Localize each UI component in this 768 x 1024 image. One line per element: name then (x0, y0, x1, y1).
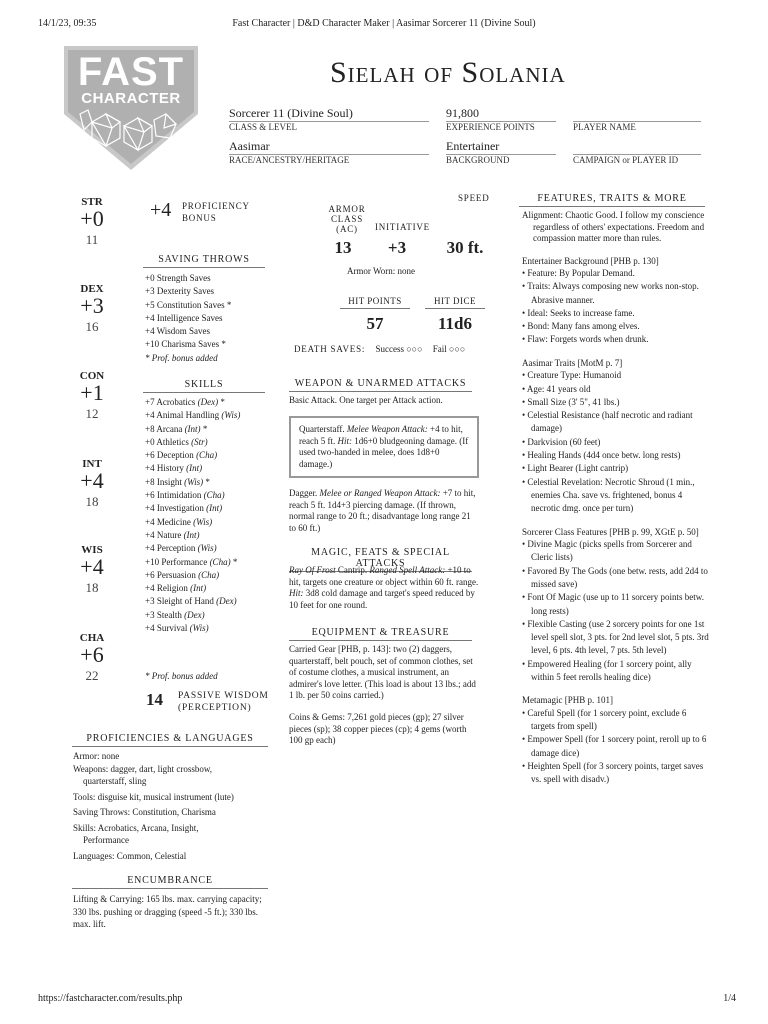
prof-tools: Tools: disguise kit, musical instrument (lute) (73, 791, 234, 802)
character-name: Sielah of Solania (330, 56, 566, 89)
player-name-label: PLAYER NAME (573, 122, 636, 132)
ability-modifier: +6 (80, 642, 104, 667)
dagger-type: Melee or Ranged Weapon Attack: (319, 488, 441, 498)
ray-text: +10 to hit, targets one creature or object within 60 ft. range. (289, 565, 479, 587)
skill-ability: (Cha) (196, 450, 218, 461)
skill-item (145, 409, 240, 422)
dagger-name: Dagger. (289, 488, 320, 498)
race-trait-item: • Light Bearer (Light cantrip) (522, 463, 629, 474)
ability-score: 16 (85, 319, 99, 334)
prof-weapons: Weapons: dagger, dart, light crossbow, (73, 763, 213, 774)
carried-gear: Carried Gear [PHB, p. 143]: two (2) daggers, quarterstaff, belt pouch, set of common clothes, set of costume clothes, a musical instrument, an admirer's love letter. (This load is about 13 lbs.; add 1 lb. per 50 coins carried.) (289, 644, 476, 700)
quarterstaff-rest: 1d6+0 bludgeoning damage. (If used two-handed in melee, does 1d8+0 damage.) (299, 435, 469, 469)
magic-title: MAGIC, FEATS & SPECIAL ATTACKS (289, 547, 472, 572)
class-features-title: Sorcerer Class Features [PHB p. 99, XGtE p. 50] (522, 526, 699, 537)
speed-label: SPEED (458, 193, 490, 203)
skill-ability: (Dex) (216, 596, 237, 607)
basic-attack: Basic Attack. One target per Attack action. (289, 395, 443, 405)
quarterstaff-hit: Hit: (337, 435, 352, 446)
skills-note: * Prof. bonus added (145, 671, 218, 681)
ability-score: 12 (85, 406, 99, 421)
logo-text-fast: FAST (77, 50, 185, 94)
quarterstaff-attack (289, 416, 479, 478)
ability-score: 22 (85, 668, 99, 683)
saving-throws-list (145, 272, 231, 365)
skill-item (145, 529, 240, 542)
proficiency-label-line2: BONUS (182, 213, 217, 223)
skill-name: +3 Sleight of Hand (145, 596, 217, 607)
skill-ability: (Int) (186, 463, 203, 474)
player-name-value (573, 106, 701, 122)
coins-gems: Coins & Gems: 7,261 gold pieces (gp); 27 silver pieces (sp); 38 copper pieces (cp); 4 gems (worth 100 gp each) (289, 712, 467, 745)
skill-ability: (Int) (206, 503, 223, 514)
ability-wis (72, 544, 112, 596)
xp-label: EXPERIENCE POINTS (446, 122, 535, 132)
passive-wisdom-value: 14 (146, 690, 163, 709)
skill-ability: (Str) (191, 436, 208, 447)
prof-weapons-cont: quarterstaff, sling (83, 776, 147, 786)
skill-name: +4 Nature (145, 529, 184, 540)
saving-throw-item: +10 Charisma Saves * (145, 339, 226, 350)
passive-wisdom-label (178, 690, 269, 714)
ray-of-frost (289, 565, 479, 611)
skill-name: +6 Persuasion (145, 569, 199, 580)
encumbrance-title: ENCUMBRANCE (72, 875, 268, 889)
saving-throws-title: SAVING THROWS (143, 254, 265, 268)
class-feature-item: • Flexible Casting (use 2 sorcery points for one 1st level spell slot, 3 pts. for 2nd level slot, 5 pts. 3rd level, 6 pts. 4th level, 7 pts. 5th level) (522, 618, 709, 656)
campaign-label: CAMPAIGN or PLAYER ID (573, 155, 679, 165)
metamagic-item: • Careful Spell (for 1 sorcery point, exclude 6 targets from spell) (522, 707, 687, 732)
race-label: RACE/ANCESTRY/HERITAGE (229, 155, 350, 165)
skill-name: +3 Stealth (145, 609, 185, 620)
skill-ability: (Wis) (184, 476, 204, 487)
skill-prof-marker: * (200, 423, 208, 434)
background-item: • Traits: Always composing new works non-stop. Abrasive manner. (522, 281, 699, 305)
fast-character-logo (62, 44, 200, 172)
proficiency-bonus-label (182, 200, 250, 224)
race-trait-item: • Small Size (3' 5", 41 lbs.) (522, 396, 620, 407)
race-traits-list (522, 369, 712, 515)
skill-item (145, 449, 240, 462)
ability-score: 18 (85, 494, 99, 509)
dagger-attack (289, 488, 479, 534)
skill-name: +8 Insight (145, 476, 185, 487)
skill-item (145, 542, 240, 555)
ability-modifier: +0 (80, 206, 104, 231)
alignment: Alignment: Chaotic Good. I follow my conscience regardless of others' expectations. Freedom and compassion matter more than rules. (522, 210, 705, 243)
armor-class-label-sub: (AC) (336, 224, 358, 234)
armor-class-value: 13 (334, 238, 352, 257)
background-item: • Flaw: Forgets words when drunk. (522, 334, 649, 345)
skill-item (145, 595, 240, 608)
ability-name: WIS (81, 544, 103, 556)
skill-item (145, 502, 240, 515)
skill-item (145, 476, 240, 489)
skill-name: +4 Investigation (145, 503, 207, 514)
quarterstaff-text: +4 to hit, reach 5 ft. (299, 424, 463, 446)
equipment-title: EQUIPMENT & TREASURE (289, 627, 472, 641)
proficiency-label-line1: PROFICIENCY (182, 201, 250, 211)
print-page-number: 1/4 (723, 993, 736, 1004)
skill-ability: (Wis) (193, 516, 213, 527)
skill-prof-marker: * (203, 476, 210, 487)
death-saves (294, 344, 465, 354)
metamagic-list (522, 707, 712, 787)
armor-class-label (326, 204, 368, 234)
skill-item (145, 396, 240, 409)
race-trait-item: • Age: 41 years old (522, 383, 591, 394)
skill-ability: (Wis) (189, 623, 209, 634)
hit-dice-label: HIT DICE (425, 296, 485, 309)
ability-name: INT (82, 458, 102, 470)
skill-ability: (Dex) (184, 609, 205, 620)
proficiency-bonus-value: +4 (150, 199, 172, 221)
race-trait-item: • Celestial Revelation: Necrotic Shroud (1 min., enemies Cha. save vs. frightened, bonus 4 necrotic dmg. once per turn) (522, 476, 695, 514)
skill-name: +10 Performance (145, 556, 210, 567)
skill-ability: (Int) (183, 529, 200, 540)
passive-label-line2: (PERCEPTION) (178, 703, 252, 713)
ability-modifier: +1 (80, 380, 104, 405)
ability-modifier: +4 (80, 468, 104, 493)
ability-modifier: +3 (80, 293, 104, 318)
ability-str (72, 196, 112, 248)
skill-ability: (Wis) (197, 543, 217, 554)
ability-con (72, 370, 112, 422)
skill-name: +4 Animal Handling (145, 410, 222, 421)
dagger-text: +7 to hit, reach 5 ft. 1d4+3 piercing damage. (If thrown, normal range to 20 ft.; disadvantage long range 21 to 60 ft.) (289, 488, 476, 533)
race-trait-item: • Healing Hands (4d4 once betw. long rests) (522, 450, 681, 461)
ability-dex (72, 283, 112, 335)
class-features-list (522, 538, 712, 684)
ability-name: DEX (80, 283, 104, 295)
skill-item (145, 516, 240, 529)
class-feature-item: • Empowered Healing (for 1 sorcery point, ally within 5 feet rerolls healing dice) (522, 658, 692, 683)
death-saves-fail: Fail ○○○ (432, 344, 466, 354)
background-value: Entertainer (446, 139, 556, 155)
prof-saves: Saving Throws: Constitution, Charisma (73, 807, 216, 817)
skill-name: +0 Athletics (145, 436, 192, 447)
skill-name: +4 Survival (145, 623, 190, 634)
print-page-title: Fast Character | D&D Character Maker | Aasimar Sorcerer 11 (Divine Soul) (232, 18, 536, 29)
death-saves-label: DEATH SAVES: (294, 344, 366, 354)
skills-title: SKILLS (143, 379, 265, 393)
race-trait-item: • Creature Type: Humanoid (522, 370, 622, 381)
saving-throws-note: * Prof. bonus added (145, 352, 218, 363)
skill-name: +4 History (145, 463, 187, 474)
ability-cha (72, 632, 112, 684)
background-title: Entertainer Background [PHB p. 130] (522, 255, 659, 266)
skill-name: +4 Religion (145, 583, 191, 594)
skill-prof-marker: * (230, 556, 238, 567)
class-feature-item: • Divine Magic (picks spells from Sorcerer and Cleric lists) (522, 539, 692, 563)
saving-throw-item: +5 Constitution Saves * (145, 299, 232, 310)
initiative-label: INITIATIVE (375, 222, 430, 232)
hit-dice-value: 11d6 (437, 314, 473, 333)
skill-item (145, 436, 240, 449)
prof-armor: Armor: none (73, 751, 120, 761)
weapon-attacks-title: WEAPON & UNARMED ATTACKS (289, 378, 472, 392)
ray-name: Ray Of Frost (289, 565, 336, 575)
ability-score: 18 (85, 580, 99, 595)
skill-ability: (Cha) (203, 490, 225, 501)
features-body (522, 210, 712, 787)
race-value: Aasimar (229, 139, 429, 155)
quarterstaff-type: Melee Weapon Attack: (346, 424, 428, 434)
saving-throw-item: +0 Strength Saves (145, 273, 211, 283)
skill-name: +7 Acrobatics (145, 397, 198, 407)
skill-ability: (Cha) (198, 569, 220, 580)
skill-item (145, 556, 240, 569)
skill-item (145, 569, 240, 582)
skill-ability: (Dex) (197, 397, 219, 407)
ability-name: CON (79, 370, 105, 382)
metamagic-title: Metamagic [PHB p. 101] (522, 695, 613, 706)
skill-ability: (Int) (184, 423, 201, 434)
ability-score: 11 (85, 232, 99, 247)
background-list (522, 267, 712, 347)
race-trait-item: • Darkvision (60 feet) (522, 436, 601, 447)
proficiencies-title: PROFICIENCIES & LANGUAGES (72, 733, 268, 747)
skill-ability: (Int) (190, 583, 207, 594)
ability-name: STR (81, 196, 103, 208)
ray-type: Ranged Spell Attack: (369, 565, 446, 575)
skill-item (145, 462, 240, 475)
skill-item (145, 489, 240, 502)
saving-throw-item: +4 Intelligence Saves (145, 312, 223, 323)
class-feature-item: • Font Of Magic (use up to 11 sorcery points betw. long rests) (522, 592, 704, 616)
armor-worn: Armor Worn: none (346, 266, 416, 276)
background-item: • Ideal: Seeks to increase fame. (522, 307, 635, 318)
skill-item (145, 582, 240, 595)
saving-throw-item: +4 Wisdom Saves (145, 326, 211, 337)
encumbrance-text: Lifting & Carrying: 165 lbs. max. carrying capacity; 330 lbs. pushing or dragging (speed -5 ft.); 330 lbs. max. lift. (73, 894, 262, 929)
prof-skills-cont: Performance (83, 835, 129, 845)
background-label: BACKGROUND (446, 155, 510, 165)
skill-name: +4 Perception (145, 543, 198, 554)
skill-item (145, 622, 240, 635)
skill-ability: (Cha) (209, 556, 231, 567)
metamagic-item: • Empower Spell (for 1 sorcery point, reroll up to 6 damage dice) (522, 734, 707, 758)
ray-hit: Hit: (289, 588, 304, 598)
background-item: • Bond: Many fans among elves. (522, 321, 640, 332)
skills-list (145, 396, 240, 635)
ray-cantrip: Cantrip. (335, 565, 370, 575)
skill-item (145, 423, 240, 436)
skill-name: +8 Arcana (145, 423, 185, 434)
armor-class-label-text: ARMOR CLASS (328, 204, 366, 224)
hit-points-label: HIT POINTS (340, 296, 410, 309)
skill-name: +4 Medicine (145, 516, 194, 527)
initiative-value: +3 (387, 238, 407, 257)
quarterstaff-name: Quarterstaff. (299, 424, 347, 434)
class-feature-item: • Favored By The Gods (one betw. rests, add 2d4 to missed save) (522, 565, 708, 589)
class-level-label: CLASS & LEVEL (229, 122, 298, 132)
logo-text-character: CHARACTER (81, 90, 181, 107)
class-level-value: Sorcerer 11 (Divine Soul) (229, 106, 429, 122)
metamagic-item: • Heighten Spell (for 3 sorcery points, target saves vs. spell with disadv.) (522, 761, 704, 785)
xp-value: 91,800 (446, 106, 556, 122)
prof-languages: Languages: Common, Celestial (73, 850, 187, 861)
print-url[interactable]: https://fastcharacter.com/results.php (38, 993, 183, 1004)
passive-label-line1: PASSIVE WISDOM (178, 691, 269, 701)
skill-prof-marker: * (218, 397, 225, 407)
hit-points-value: 57 (366, 314, 384, 333)
campaign-value (573, 139, 701, 155)
skill-ability: (Wis) (221, 410, 241, 421)
skill-name: +6 Intimidation (145, 490, 204, 501)
prof-skills: Skills: Acrobatics, Arcana, Insight, (73, 822, 199, 833)
ability-name: CHA (79, 632, 105, 644)
death-saves-success: Success ○○○ (375, 344, 423, 354)
skill-item (145, 609, 240, 622)
saving-throw-item: +3 Dexterity Saves (145, 286, 215, 297)
race-traits-title: Aasimar Traits [MotM p. 7] (522, 357, 623, 368)
ability-int (72, 458, 112, 510)
background-item: • Feature: By Popular Demand. (522, 268, 635, 278)
print-datetime: 14/1/23, 09:35 (38, 18, 97, 29)
ray-rest: 3d8 cold damage and target's speed reduced by 10 feet for one round. (289, 588, 475, 610)
proficiencies-body (73, 750, 269, 862)
ability-modifier: +4 (80, 554, 104, 579)
race-trait-item: • Celestial Resistance (half necrotic and radiant damage) (522, 410, 693, 434)
speed-value: 30 ft. (446, 238, 484, 257)
features-title: FEATURES, TRAITS & MORE (519, 193, 705, 207)
skill-name: +6 Deception (145, 450, 197, 461)
